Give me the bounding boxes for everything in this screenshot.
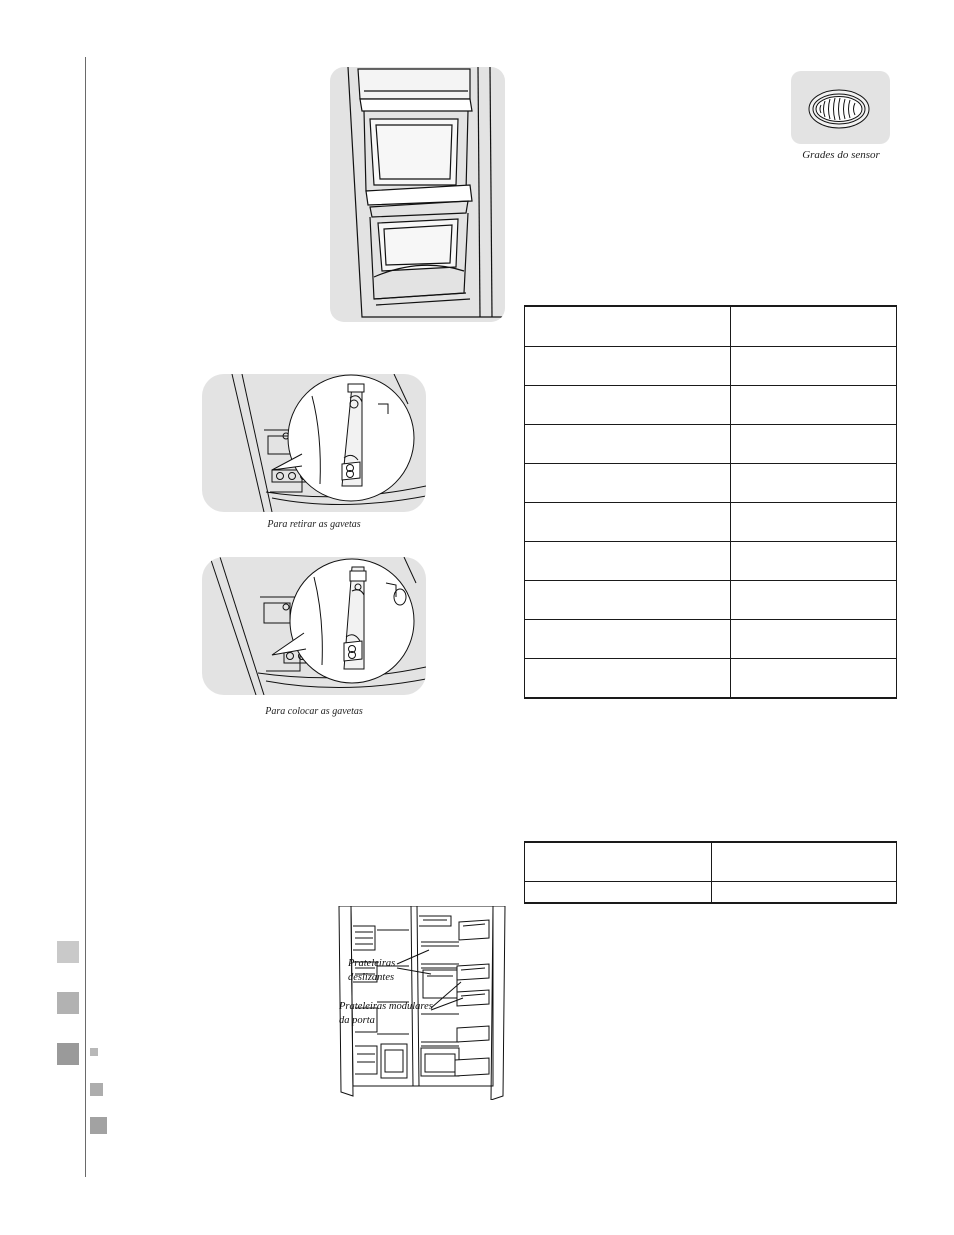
- table-cell: [731, 463, 897, 502]
- table-row: [525, 502, 897, 541]
- small-table: [524, 841, 897, 904]
- section-tab-1: [57, 941, 79, 963]
- modular-shelves-label-line-1: Prateleiras modulares: [339, 1001, 433, 1012]
- sensor-grille-icon: [791, 71, 890, 144]
- table-cell: [525, 385, 731, 424]
- place-drawers-figure: [202, 557, 426, 695]
- place-drawers-caption: Para colocar as gavetas: [265, 706, 363, 717]
- table-row: [525, 658, 897, 698]
- margin-rule: [85, 57, 86, 1177]
- section-tab-3: [57, 1043, 79, 1065]
- section-tab-2: [57, 992, 79, 1014]
- sensor-grille-caption: Grades do sensor: [802, 149, 880, 161]
- table-cell: [525, 306, 731, 346]
- table-row: [525, 385, 897, 424]
- table-row: [525, 881, 897, 903]
- table-cell: [525, 502, 731, 541]
- table-row: [525, 842, 897, 881]
- modular-door-shelves-label: [339, 1000, 433, 1028]
- settings-table: [524, 305, 897, 699]
- table-cell: [525, 658, 731, 698]
- table-cell: [525, 346, 731, 385]
- table-cell: [731, 502, 897, 541]
- table-cell: [731, 580, 897, 619]
- sliding-shelves-label: [348, 957, 395, 985]
- table-cell: [712, 881, 897, 903]
- table-cell: [525, 580, 731, 619]
- table-cell: [525, 619, 731, 658]
- bullet-square-2: [90, 1083, 103, 1096]
- table-cell: [712, 842, 897, 881]
- bullet-square-3: [90, 1117, 107, 1134]
- drawer-bins-figure: [330, 67, 505, 322]
- table-cell: [525, 541, 731, 580]
- table-row: [525, 463, 897, 502]
- table-cell: [731, 658, 897, 698]
- remove-drawers-figure: [202, 374, 426, 512]
- table-row: [525, 580, 897, 619]
- table-cell: [731, 619, 897, 658]
- table-row: [525, 346, 897, 385]
- sliding-shelves-label-line-1: Prateleiras: [348, 958, 396, 969]
- table-cell: [731, 541, 897, 580]
- table-cell: [525, 881, 712, 903]
- bullet-square-1: [90, 1048, 98, 1056]
- table-cell: [525, 463, 731, 502]
- table-cell: [525, 424, 731, 463]
- table-cell: [731, 424, 897, 463]
- table-row: [525, 424, 897, 463]
- table-cell: [731, 346, 897, 385]
- remove-drawers-caption: Para retirar as gavetas: [267, 519, 361, 530]
- table-row: [525, 619, 897, 658]
- modular-shelves-label-line-2: da porta: [339, 1015, 375, 1027]
- table-cell: [525, 842, 712, 881]
- table-cell: [731, 306, 897, 346]
- table-row: [525, 541, 897, 580]
- sliding-shelves-label-line-2: deslizantes: [348, 972, 395, 984]
- table-cell: [731, 385, 897, 424]
- table-row: [525, 306, 897, 346]
- sensor-grille-figure: [791, 71, 890, 144]
